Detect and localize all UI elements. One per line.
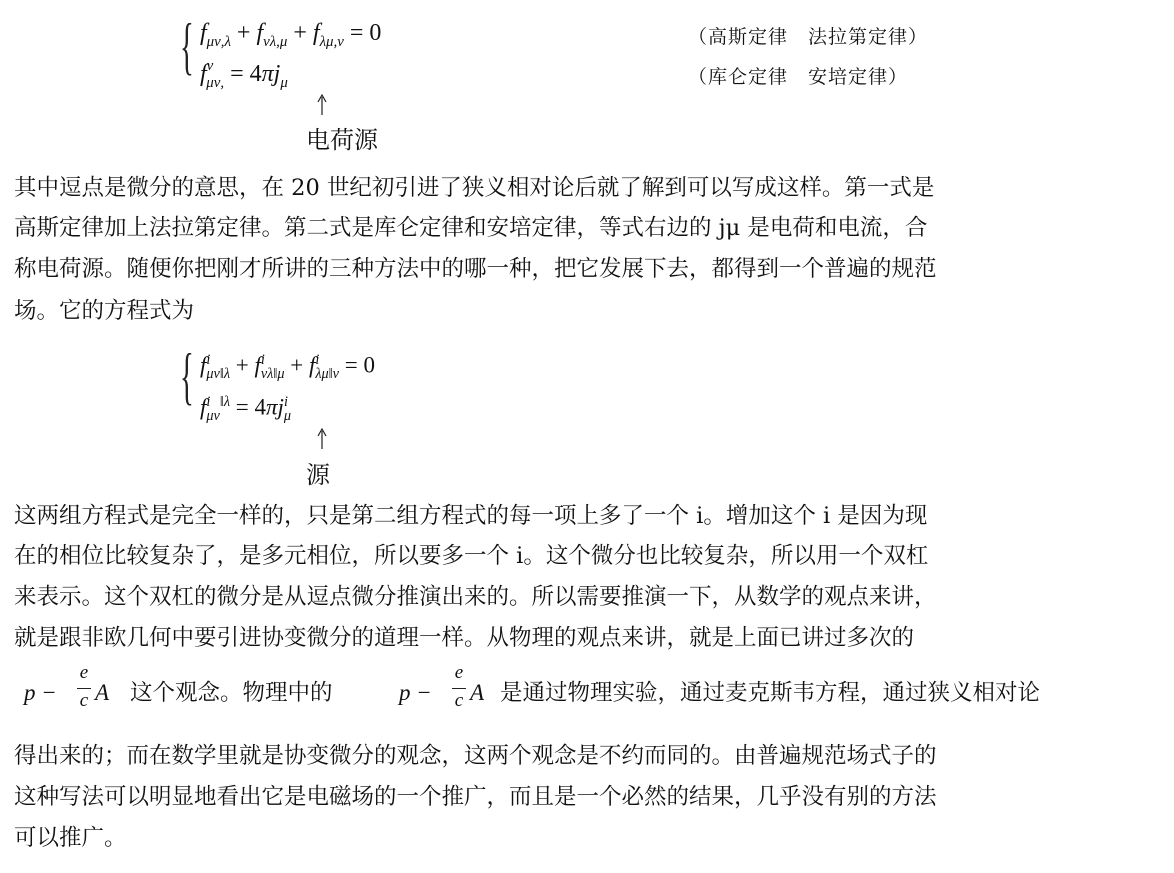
paragraph-inline-text: 这个观念。物理中的 [130,680,333,706]
fraction-bar [77,688,91,689]
momentum-expression [24,680,57,706]
paragraph-line: 在的相位比较复杂了，是多元相位，所以要多一个 i。这个微分也比较复杂，所以用一个双杠 [14,543,929,569]
maxwell-equation-2: $f^\nu_{\mu\nu,} = 4\pi j_\mu$ [200,58,288,91]
paragraph-line: 这两组方程式是完全一样的，只是第二组方程式的每一项上多了一个 i。增加这个 i 是因为现 [14,503,928,529]
paragraph-line: 这种写法可以明显地看出它是电磁场的一个推广，而且是一个必然的结果，几乎没有别的方法 [14,784,937,810]
fraction-denominator: c [79,690,89,711]
fraction-bar-2 [452,688,466,689]
paragraph-line: 高斯定律加上法拉第定律。第二式是库仑定律和安培定律，等式右边的 jμ 是电荷和电流，合 [14,215,928,241]
paragraph-inline-text: 是通过物理实验，通过麦克斯韦方程，通过狭义相对论 [500,680,1041,706]
gauge-field-equation-2: $f^i_{\mu\nu}^{‖\lambda} = 4\pi j^i_\mu$ [200,394,292,425]
maxwell-equation-1: $f_{\mu\nu,\lambda} + f_{\nu\lambda,\mu} + f_{\lambda\mu,\nu} = 0$ [200,20,382,50]
expr-a-2: A [470,680,485,705]
source-label: 源 [306,461,330,489]
fraction-denominator-2: c [454,690,464,711]
note-coulomb-ampere: （库仑定律 安培定律） [688,66,909,88]
up-arrow-icon [316,428,328,450]
equation-brace-2: { [180,340,194,411]
paragraph-line: 其中逗点是微分的意思，在 20 世纪初引进了狭义相对论后就了解到可以写成这样。第一式是 [14,175,935,201]
expr-p: p − [24,680,57,705]
fraction-numerator: e [79,662,89,683]
paragraph-line: 称电荷源。随便你把刚才所讲的三种方法中的哪一种，把它发展下去，都得到一个普遍的规范 [14,256,937,282]
charge-source-label: 电荷源 [306,126,378,154]
fraction-numerator-2: e [454,662,464,683]
paragraph-line: 可以推广。 [14,825,127,851]
paragraph-line: 场。它的方程式为 [14,298,195,324]
paragraph-line: 得出来的；而在数学里就是协变微分的观念，这两个观念是不约而同的。由普遍规范场式子的 [14,743,937,769]
gauge-field-equation-1: $f^i_{\mu\nu‖\lambda} + f^i_{\nu\lambda‖\mu} + f^i_{\lambda\mu‖\nu} = 0$ [200,352,375,383]
note-gauss-faraday: （高斯定律 法拉第定律） [688,26,929,48]
expr-a: A [95,680,110,705]
momentum-expression-2 [399,680,432,706]
up-arrow-icon [316,94,328,116]
equation-brace-1: { [180,10,194,81]
paragraph-line: 就是跟非欧几何中要引进协变微分的道理一样。从物理的观点来讲，就是上面已讲过多次的 [14,625,915,651]
paragraph-line: 来表示。这个双杠的微分是从逗点微分推演出来的。所以需要推演一下，从数学的观点来讲， [14,584,937,610]
expr-p-2: p − [399,680,432,705]
